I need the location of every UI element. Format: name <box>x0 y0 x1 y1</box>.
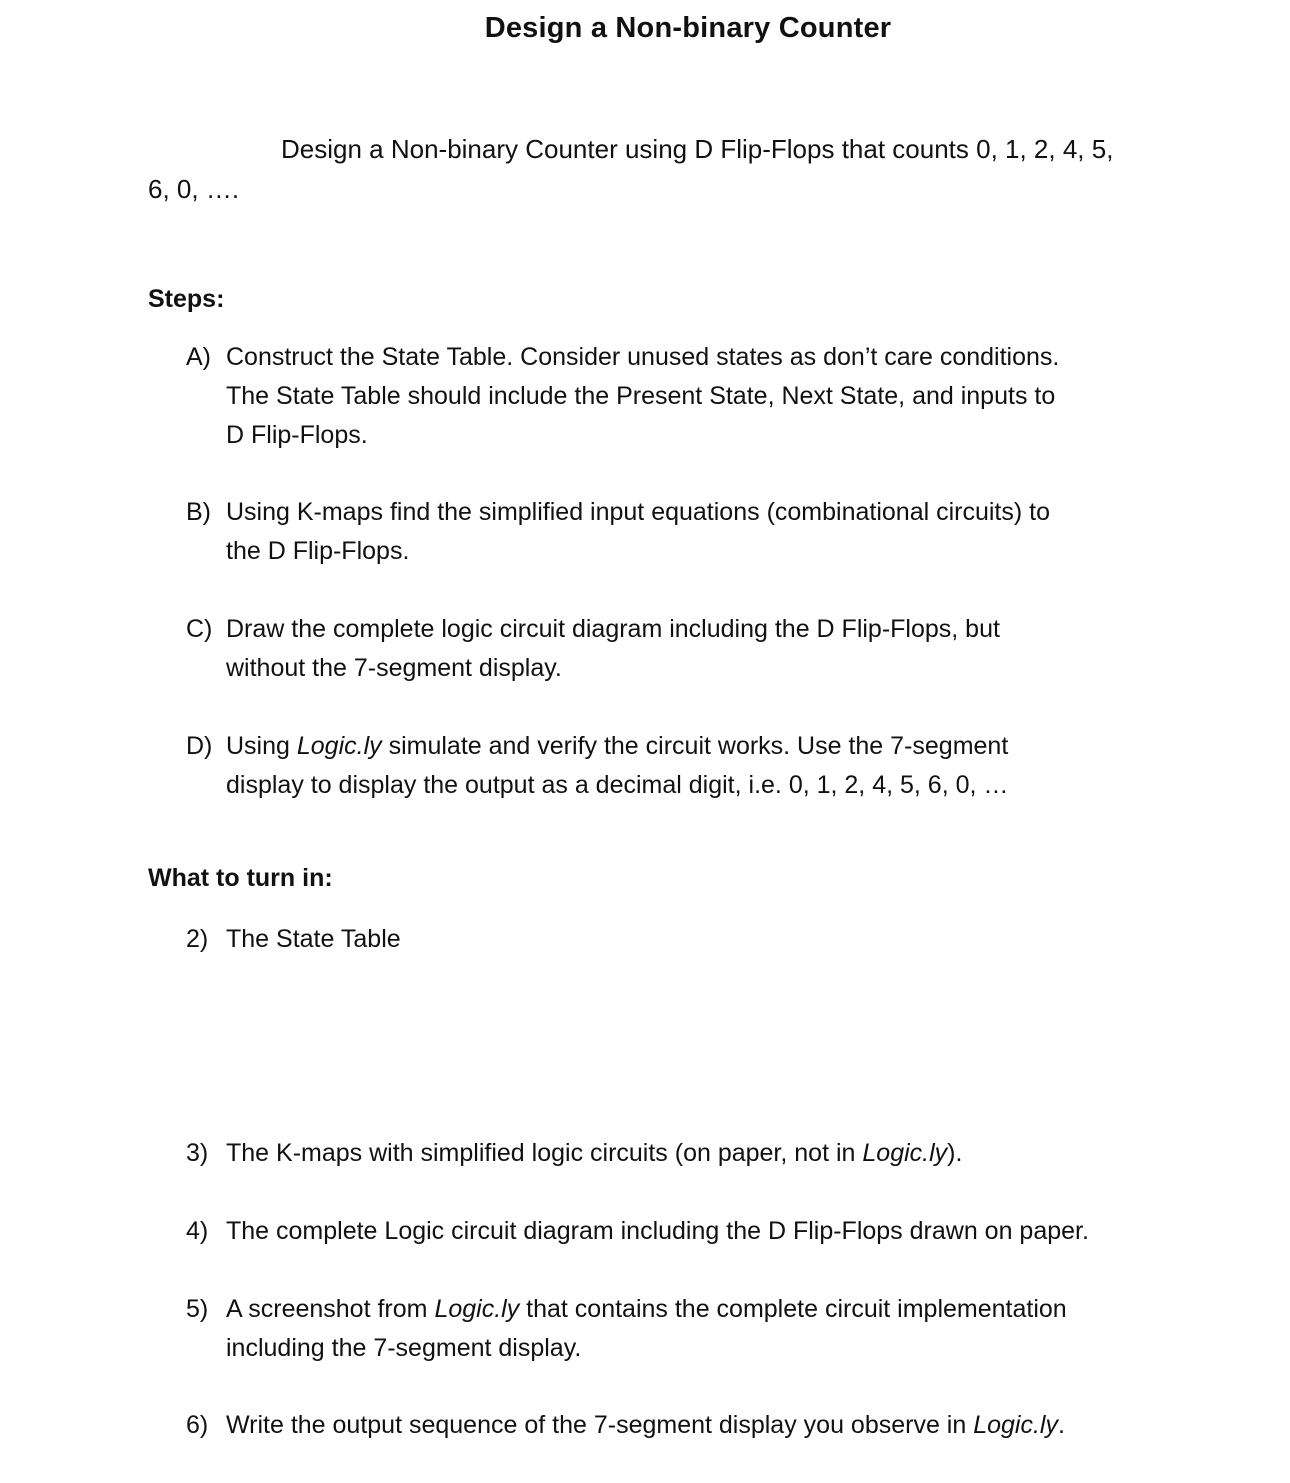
step-text-line: the D Flip-Flops. <box>226 537 410 565</box>
step-text <box>226 338 1186 455</box>
page-title: Design a Non-binary Counter <box>484 12 892 44</box>
software-name: Logic.ly <box>862 1139 948 1167</box>
step-text-line: display to display the output as a decimal digit, i.e. 0, 1, 2, 4, 5, 6, 0, … <box>226 771 1009 799</box>
turn-in-text: The complete Logic circuit diagram including the D Flip-Flops drawn on paper. <box>226 1217 1089 1245</box>
step-text-part: simulate and verify the circuit works. Use the 7-segment <box>381 732 1009 760</box>
step-text <box>226 610 1186 688</box>
step-text-line: D Flip-Flops. <box>226 421 368 449</box>
turn-in-text-part: that contains the complete circuit implementation <box>519 1295 1067 1323</box>
turn-in-text-part: Write the output sequence of the 7-segment display you observe in <box>226 1411 974 1439</box>
turn-in-text-part: ). <box>947 1139 963 1167</box>
intro-text: Design a Non-binary Counter using D Flip-Flops that counts 0, 1, 2, 4, 5, <box>281 134 1114 164</box>
step-marker: D) <box>186 732 213 760</box>
step-marker: B) <box>186 498 211 526</box>
turn-in-heading: What to turn in: <box>148 864 333 892</box>
turn-in-marker: 3) <box>186 1139 209 1167</box>
step-text-part: Using <box>226 732 297 760</box>
turn-in-item <box>186 1134 1186 1173</box>
step-text-line: Construct the State Table. Consider unused states as don’t care conditions. <box>226 343 1060 371</box>
intro-text-continued: 6, 0, …. <box>148 174 240 204</box>
turn-in-text: The State Table <box>226 925 401 953</box>
step-text <box>226 493 1186 571</box>
turn-in-marker: 4) <box>186 1217 209 1245</box>
turn-in-text-part: A screenshot from <box>226 1295 435 1323</box>
turn-in-text-line: including the 7-segment display. <box>226 1334 582 1362</box>
turn-in-text-part: . <box>1057 1411 1065 1439</box>
turn-in-text <box>226 1134 1186 1173</box>
turn-in-text <box>226 1290 1186 1368</box>
step-a <box>186 338 1186 455</box>
steps-heading: Steps: <box>148 285 225 313</box>
step-marker: A) <box>186 343 211 371</box>
step-text <box>226 727 1186 805</box>
step-text-line: Draw the complete logic circuit diagram including the D Flip-Flops, but <box>226 615 1000 643</box>
turn-in-item <box>186 1212 1186 1251</box>
turn-in-marker: 2) <box>186 925 209 953</box>
step-marker: C) <box>186 615 213 643</box>
turn-in-marker: 5) <box>186 1295 209 1323</box>
software-name: Logic.ly <box>973 1411 1058 1439</box>
software-name: Logic.ly <box>296 732 382 760</box>
step-b <box>186 493 1186 571</box>
step-text-line: without the 7-segment display. <box>226 654 562 682</box>
turn-in-marker: 6) <box>186 1411 209 1439</box>
turn-in-text-part: The K-maps with simplified logic circuits (on paper, not in <box>226 1139 863 1167</box>
turn-in-item <box>186 1290 1186 1368</box>
turn-in-item <box>186 920 1186 959</box>
step-text-line: The State Table should include the Present State, Next State, and inputs to <box>226 382 1056 410</box>
step-text-line: Using K-maps find the simplified input equations (combinational circuits) to <box>226 498 1050 526</box>
step-d <box>186 727 1186 805</box>
turn-in-item <box>186 1406 1186 1445</box>
turn-in-text <box>226 1406 1186 1445</box>
step-c <box>186 610 1186 688</box>
software-name: Logic.ly <box>434 1295 520 1323</box>
